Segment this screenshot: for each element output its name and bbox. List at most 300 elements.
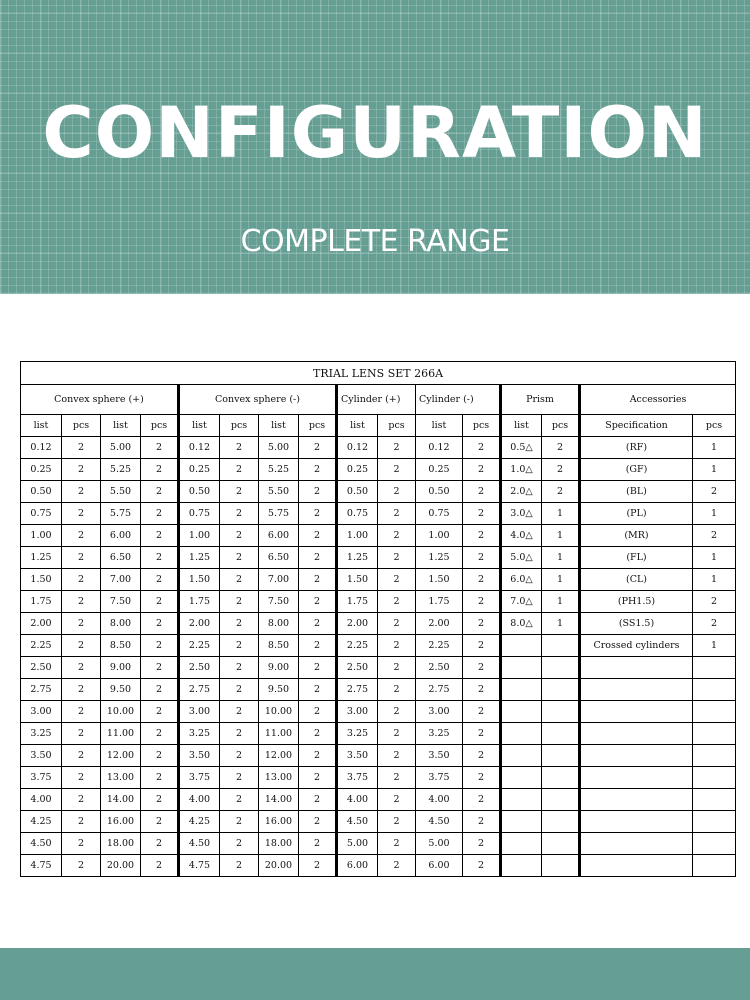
table-cell: 4.00 (337, 789, 378, 811)
table-cell: 2.00 (21, 613, 62, 635)
banner-title: CONFIGURATION (42, 92, 708, 174)
table-cell: 6.0△ (501, 569, 542, 591)
table-cell: 2 (299, 437, 337, 459)
table-cell: 2 (299, 833, 337, 855)
table-cell: 2 (141, 547, 179, 569)
group-header-convex-minus: Convex sphere (-) (179, 385, 337, 415)
table-cell: 1.00 (179, 525, 220, 547)
table-cell: 2 (463, 635, 501, 657)
table-cell: 2 (141, 569, 179, 591)
table-cell: 2 (299, 745, 337, 767)
table-cell: 4.00 (416, 789, 463, 811)
table-cell: Crossed cylinders (580, 635, 693, 657)
table-cell: 2 (378, 811, 416, 833)
table-cell (580, 745, 693, 767)
table-cell: 2 (141, 503, 179, 525)
table-cell: 2 (141, 701, 179, 723)
table-cell: 1.00 (416, 525, 463, 547)
table-cell: 2 (62, 657, 101, 679)
table-cell (693, 833, 736, 855)
table-cell: 1.25 (21, 547, 62, 569)
table-cell: 6.50 (259, 547, 299, 569)
table-cell (501, 701, 542, 723)
table-cell: 2 (299, 569, 337, 591)
table-cell: 2 (378, 503, 416, 525)
table-cell (501, 745, 542, 767)
column-header: Specification (580, 415, 693, 437)
column-header: list (101, 415, 141, 437)
column-header: list (259, 415, 299, 437)
table-cell: 0.50 (337, 481, 378, 503)
table-cell: 2 (220, 723, 259, 745)
table-cell: 2 (299, 723, 337, 745)
table-cell: 2 (220, 789, 259, 811)
table-cell: 2 (378, 437, 416, 459)
table-cell: 0.25 (337, 459, 378, 481)
table-cell: 4.50 (416, 811, 463, 833)
table-cell: 2 (463, 525, 501, 547)
table-cell: 11.00 (101, 723, 141, 745)
table-cell: 2 (463, 657, 501, 679)
table-cell: 2 (693, 481, 736, 503)
table-cell: 3.75 (21, 767, 62, 789)
table-cell: 3.25 (416, 723, 463, 745)
table-cell: (MR) (580, 525, 693, 547)
table-cell: 0.50 (21, 481, 62, 503)
table-cell (580, 833, 693, 855)
table-cell: 8.00 (259, 613, 299, 635)
table-cell: 2 (141, 657, 179, 679)
table-cell: 2 (378, 459, 416, 481)
table-row (21, 767, 736, 789)
table-cell: 1.50 (416, 569, 463, 591)
group-header-cylinder-plus: Cylinder (+) (337, 385, 416, 415)
table-cell (542, 745, 580, 767)
table-cell: 2 (220, 635, 259, 657)
table-cell (580, 657, 693, 679)
table-cell: 14.00 (259, 789, 299, 811)
table-cell: 5.75 (101, 503, 141, 525)
table-cell (580, 767, 693, 789)
table-cell: 5.00 (259, 437, 299, 459)
table-cell: 2 (463, 437, 501, 459)
table-cell: 9.00 (259, 657, 299, 679)
table-cell: 2 (62, 481, 101, 503)
table-cell: 10.00 (259, 701, 299, 723)
table-cell: 2 (141, 613, 179, 635)
table-cell: 2.25 (179, 635, 220, 657)
table-row (21, 525, 736, 547)
table-cell: 20.00 (101, 855, 141, 877)
table-cell: 0.12 (179, 437, 220, 459)
table-cell: 5.50 (259, 481, 299, 503)
column-header: pcs (542, 415, 580, 437)
table-cell: 2 (378, 591, 416, 613)
table-cell: 2 (141, 679, 179, 701)
table-cell: 6.00 (337, 855, 378, 877)
table-cell: 2 (693, 613, 736, 635)
table-cell: 2 (463, 811, 501, 833)
table-cell: 8.0△ (501, 613, 542, 635)
table-cell: 2 (463, 723, 501, 745)
table-row (21, 591, 736, 613)
table-cell (693, 789, 736, 811)
table-row (21, 679, 736, 701)
banner-subtitle: COMPLETE RANGE (240, 224, 510, 259)
table-cell (542, 701, 580, 723)
column-header: list (501, 415, 542, 437)
table-cell: 2 (141, 811, 179, 833)
table-cell: 2.25 (416, 635, 463, 657)
table-cell: 2 (463, 459, 501, 481)
table-cell (693, 811, 736, 833)
table-row (21, 745, 736, 767)
table-cell: 1.75 (416, 591, 463, 613)
table-row (21, 723, 736, 745)
table-cell: 2 (378, 657, 416, 679)
table-cell: 7.50 (101, 591, 141, 613)
table-cell: 2 (62, 745, 101, 767)
table-cell: 2.75 (416, 679, 463, 701)
table-cell: 1.75 (179, 591, 220, 613)
table-cell: 2 (463, 745, 501, 767)
table-cell (501, 767, 542, 789)
table-cell: 2 (62, 767, 101, 789)
column-header: list (416, 415, 463, 437)
table-cell: 5.25 (101, 459, 141, 481)
table-cell: 2 (378, 569, 416, 591)
table-cell: 2 (378, 547, 416, 569)
table-cell: 1.25 (416, 547, 463, 569)
table-cell: 2 (378, 481, 416, 503)
table-cell: 2 (220, 459, 259, 481)
table-cell: 3.50 (179, 745, 220, 767)
table-cell: (SS1.5) (580, 613, 693, 635)
table-cell (580, 679, 693, 701)
table-row (21, 547, 736, 569)
table-cell: 2 (220, 525, 259, 547)
table-cell (501, 679, 542, 701)
table-cell (501, 833, 542, 855)
table-row (21, 613, 736, 635)
table-cell: 2 (378, 679, 416, 701)
table-cell: 2 (299, 481, 337, 503)
table-cell: 14.00 (101, 789, 141, 811)
table-cell: 2 (378, 701, 416, 723)
table-cell: 5.00 (101, 437, 141, 459)
table-cell: 2 (62, 437, 101, 459)
table-cell: 2 (299, 591, 337, 613)
table-cell: 12.00 (259, 745, 299, 767)
table-row (21, 437, 736, 459)
table-cell: 0.12 (337, 437, 378, 459)
table-cell (693, 855, 736, 877)
table-cell: 3.00 (21, 701, 62, 723)
table-cell: 1.50 (179, 569, 220, 591)
table-cell: 2 (378, 745, 416, 767)
table-cell: 2 (299, 811, 337, 833)
table-cell: 2 (299, 679, 337, 701)
table-cell: 2.75 (337, 679, 378, 701)
table-cell: 2 (62, 789, 101, 811)
table-cell: 2 (378, 833, 416, 855)
table-cell: 1.00 (337, 525, 378, 547)
table-cell: 3.25 (179, 723, 220, 745)
table-row (21, 459, 736, 481)
table-row (21, 569, 736, 591)
table-cell: 1 (542, 591, 580, 613)
table-cell: 2 (62, 525, 101, 547)
table-row (21, 635, 736, 657)
table-cell: 0.75 (337, 503, 378, 525)
table-cell: 0.5△ (501, 437, 542, 459)
table-cell: 4.00 (179, 789, 220, 811)
table-cell: 1 (542, 613, 580, 635)
table-cell (501, 723, 542, 745)
table-cell: 8.00 (101, 613, 141, 635)
table-cell (580, 811, 693, 833)
table-cell: 7.0△ (501, 591, 542, 613)
table-cell: 2 (299, 767, 337, 789)
table-cell: 5.25 (259, 459, 299, 481)
table-cell: 2 (463, 481, 501, 503)
table-cell: 2 (141, 591, 179, 613)
table-cell: 2 (463, 679, 501, 701)
table-cell: 2 (463, 547, 501, 569)
table-cell: 0.25 (21, 459, 62, 481)
table-cell: 2.00 (179, 613, 220, 635)
trial-lens-table (20, 361, 736, 877)
table-cell: 18.00 (259, 833, 299, 855)
table-cell: 2 (62, 679, 101, 701)
table-cell: 1 (542, 525, 580, 547)
table-cell: 2 (62, 723, 101, 745)
table-cell: 2 (141, 481, 179, 503)
table-cell: 7.50 (259, 591, 299, 613)
table-cell: (FL) (580, 547, 693, 569)
table-cell (693, 701, 736, 723)
table-cell: 2 (463, 503, 501, 525)
table-cell (501, 635, 542, 657)
table-cell: 2 (378, 855, 416, 877)
table-cell: 2 (62, 701, 101, 723)
table-cell: 2 (220, 745, 259, 767)
table-cell: 2 (463, 833, 501, 855)
table-cell: 3.50 (416, 745, 463, 767)
table-cell: (BL) (580, 481, 693, 503)
table-cell: 2 (299, 657, 337, 679)
table-cell: 6.00 (259, 525, 299, 547)
table-cell: 2 (220, 591, 259, 613)
table-cell: 2 (463, 701, 501, 723)
table-row (21, 503, 736, 525)
table-row (21, 701, 736, 723)
column-header: pcs (378, 415, 416, 437)
table-cell: 2 (141, 459, 179, 481)
table-cell: 1 (693, 459, 736, 481)
table-cell: 8.50 (101, 635, 141, 657)
table-cell: 2 (463, 591, 501, 613)
footer-band (0, 948, 750, 1000)
table-cell: 2 (463, 855, 501, 877)
table-cell: 1.75 (337, 591, 378, 613)
table-cell: 2 (62, 591, 101, 613)
table-cell: 3.75 (416, 767, 463, 789)
column-header: list (337, 415, 378, 437)
table-cell: 2 (220, 503, 259, 525)
table-cell: 2.50 (21, 657, 62, 679)
table-cell: 5.00 (337, 833, 378, 855)
table-cell: 4.75 (21, 855, 62, 877)
table-cell: 2 (62, 855, 101, 877)
table-cell: 2.00 (337, 613, 378, 635)
table-cell: 3.50 (21, 745, 62, 767)
table-cell: 18.00 (101, 833, 141, 855)
table-cell: 4.75 (179, 855, 220, 877)
table-cell: 2 (141, 525, 179, 547)
table-cell (542, 811, 580, 833)
column-header: pcs (62, 415, 101, 437)
table-cell: 0.12 (416, 437, 463, 459)
table-cell: 2 (141, 833, 179, 855)
table-cell: 1.25 (337, 547, 378, 569)
table-cell: 3.75 (337, 767, 378, 789)
table-cell: 3.00 (179, 701, 220, 723)
table-cell (542, 635, 580, 657)
table-cell: (PL) (580, 503, 693, 525)
table-cell: 2 (62, 635, 101, 657)
table-cell: 2 (299, 855, 337, 877)
column-header: list (21, 415, 62, 437)
table-cell: 2 (378, 525, 416, 547)
table-cell: 0.50 (179, 481, 220, 503)
table-cell: 5.50 (101, 481, 141, 503)
table-cell: 7.00 (101, 569, 141, 591)
table-cell: 2.00 (416, 613, 463, 635)
table-cell: 0.50 (416, 481, 463, 503)
table-cell: 2 (62, 503, 101, 525)
table-cell: 2 (378, 789, 416, 811)
table-cell: 2 (299, 613, 337, 635)
column-header: pcs (141, 415, 179, 437)
table-cell: (PH1.5) (580, 591, 693, 613)
table-cell: 0.75 (416, 503, 463, 525)
table-cell (501, 657, 542, 679)
group-header-cylinder-minus: Cylinder (-) (416, 385, 501, 415)
table-cell: 2 (62, 613, 101, 635)
table-cell: 4.50 (179, 833, 220, 855)
table-cell: 1 (693, 547, 736, 569)
table-cell: 2 (220, 613, 259, 635)
table-cell: 2 (141, 437, 179, 459)
table-cell (542, 789, 580, 811)
table-cell (580, 855, 693, 877)
table-cell: 6.50 (101, 547, 141, 569)
table-cell: 16.00 (259, 811, 299, 833)
table-cell: (CL) (580, 569, 693, 591)
table-cell: 2 (463, 613, 501, 635)
table-cell: 4.0△ (501, 525, 542, 547)
table-cell: 2 (220, 767, 259, 789)
table-row (21, 657, 736, 679)
table-cell: 2 (378, 723, 416, 745)
table-row (21, 855, 736, 877)
table-cell: 9.50 (259, 679, 299, 701)
table-cell: 2 (693, 591, 736, 613)
table-cell: 2 (299, 547, 337, 569)
table-cell: 2 (220, 811, 259, 833)
table-cell: 2 (378, 767, 416, 789)
table-cell (580, 723, 693, 745)
table-cell (501, 811, 542, 833)
table-cell: 5.75 (259, 503, 299, 525)
table-cell: 2 (299, 503, 337, 525)
table-cell: 2 (463, 789, 501, 811)
table-cell: 4.00 (21, 789, 62, 811)
table-cell: 2.0△ (501, 481, 542, 503)
table-cell: (GF) (580, 459, 693, 481)
table-cell: 1 (693, 503, 736, 525)
table-cell: 1.75 (21, 591, 62, 613)
table-cell: 2 (220, 547, 259, 569)
column-header: pcs (463, 415, 501, 437)
table-cell: 3.25 (21, 723, 62, 745)
group-header-accessories: Accessories (580, 385, 736, 415)
table-cell (542, 833, 580, 855)
table-cell: 2 (299, 525, 337, 547)
column-header: pcs (220, 415, 259, 437)
table-cell: 2 (220, 481, 259, 503)
table-cell: 1.0△ (501, 459, 542, 481)
table-cell: 0.25 (416, 459, 463, 481)
table-cell: 4.50 (337, 811, 378, 833)
table-cell: 3.00 (337, 701, 378, 723)
table-cell: 1.25 (179, 547, 220, 569)
table-cell (542, 767, 580, 789)
table-cell: 2 (378, 635, 416, 657)
table-row (21, 833, 736, 855)
table-cell: 3.25 (337, 723, 378, 745)
table-cell: 4.50 (21, 833, 62, 855)
table-cell: 4.25 (179, 811, 220, 833)
table-cell: 12.00 (101, 745, 141, 767)
table-cell: 2.50 (179, 657, 220, 679)
table-row (21, 789, 736, 811)
table-cell: 2 (463, 569, 501, 591)
table-cell: 20.00 (259, 855, 299, 877)
table-cell: 2 (141, 855, 179, 877)
table-cell: 2 (463, 767, 501, 789)
table-cell: 6.00 (101, 525, 141, 547)
table-cell: 2 (62, 459, 101, 481)
table-cell: 2 (62, 833, 101, 855)
table-cell (542, 855, 580, 877)
table-cell: 2 (299, 701, 337, 723)
table-cell: 13.00 (101, 767, 141, 789)
table-cell: 0.25 (179, 459, 220, 481)
table-cell: 2 (62, 569, 101, 591)
table-cell: 2 (141, 789, 179, 811)
table-cell: 3.0△ (501, 503, 542, 525)
table-cell: 2.25 (21, 635, 62, 657)
table-cell: 9.50 (101, 679, 141, 701)
table-cell: 6.00 (416, 855, 463, 877)
table-cell (501, 855, 542, 877)
table-cell: 2 (141, 767, 179, 789)
table-cell: 2.50 (416, 657, 463, 679)
table-cell: 2.75 (21, 679, 62, 701)
table-cell: 2 (299, 635, 337, 657)
